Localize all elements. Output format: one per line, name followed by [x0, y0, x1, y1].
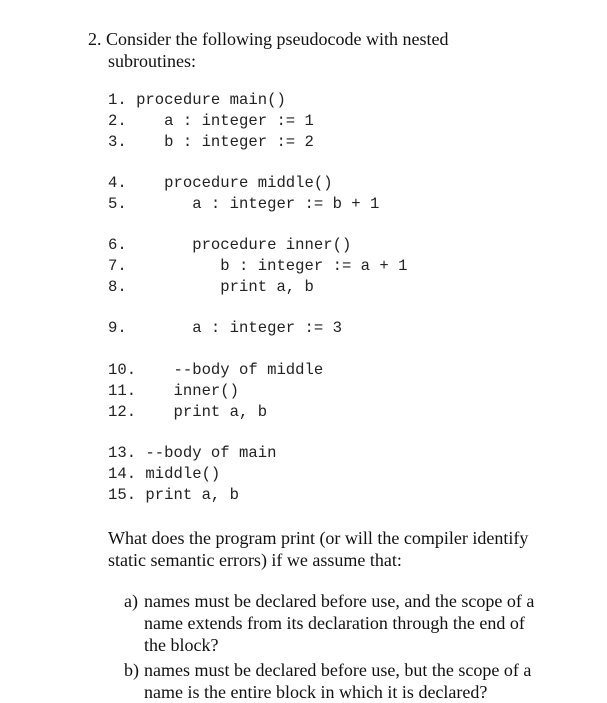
prompt-line-1: What does the program print (or will the compiler identify	[108, 528, 529, 548]
answer-option-a	[124, 590, 544, 656]
answer-a-line-2: name extends from its declaration through the end of	[144, 613, 525, 633]
answer-a-line-3: the block?	[144, 635, 219, 655]
answer-b-line-1: names must be declared before use, but the scope of a	[144, 660, 532, 680]
code-line-11: 11. inner()	[108, 382, 240, 400]
code-line-8: 8. print a, b	[108, 278, 314, 296]
code-line-9: 9. a : integer := 3	[108, 319, 342, 337]
code-line-1: 1. procedure main()	[108, 91, 286, 109]
code-line-14: 14. middle()	[108, 465, 221, 483]
question-line-2: subroutines:	[108, 51, 196, 71]
answer-label-b: b)	[124, 660, 139, 680]
code-line-15: 15. print a, b	[108, 486, 240, 504]
answer-label-a: a)	[124, 591, 138, 611]
answer-a-line-1: names must be declared before use, and the scope of a	[144, 591, 535, 611]
code-line-10: 10. --body of middle	[108, 361, 324, 379]
question-line-1: 2. Consider the following pseudocode with nested	[88, 29, 449, 49]
answer-b-line-2: name is the entire block in which it is declared?	[144, 682, 488, 702]
code-line-7: 7. b : integer := a + 1	[108, 257, 408, 275]
code-line-12: 12. print a, b	[108, 403, 268, 421]
code-line-6: 6. procedure inner()	[108, 236, 352, 254]
code-line-13: 13. --body of main	[108, 444, 277, 462]
answer-option-b	[124, 659, 544, 703]
question-heading	[88, 28, 528, 72]
code-line-5: 5. a : integer := b + 1	[108, 195, 380, 213]
prompt-paragraph	[108, 527, 538, 571]
prompt-line-2: static semantic errors) if we assume that:	[108, 550, 402, 570]
answer-options	[124, 590, 544, 703]
code-line-2: 2. a : integer := 1	[108, 112, 314, 130]
code-line-4: 4. procedure middle()	[108, 174, 333, 192]
code-line-3: 3. b : integer := 2	[108, 133, 314, 151]
